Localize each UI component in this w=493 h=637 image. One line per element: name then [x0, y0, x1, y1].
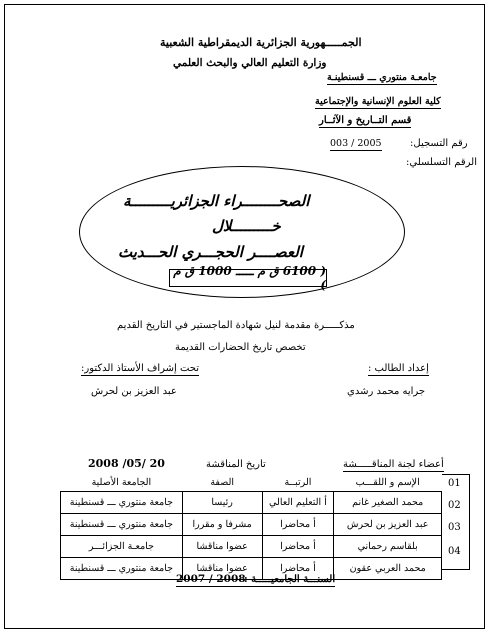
- header-name: الإسم و اللقـــب: [334, 474, 442, 491]
- member-name: عبد العزيز بن لحرش: [334, 513, 442, 535]
- ministry-title: وزارة التعليم العالي والبحث العلمي: [173, 57, 327, 69]
- row-number: 03: [448, 522, 461, 533]
- defense-date-label: تاريخ المناقشة: [206, 459, 266, 470]
- member-name: بلقاسم رحماني: [334, 535, 442, 557]
- jury-table: [60, 474, 442, 580]
- row-number: 01: [448, 478, 461, 489]
- title-line-2: خـــــــــلال: [212, 217, 281, 235]
- member-role: رئيسا: [182, 491, 262, 513]
- academic-year: 2007 / 2008: [176, 573, 246, 585]
- member-role: مشرفا و مقررا: [182, 513, 262, 535]
- thesis-description: مذكـــــرة مقدمة لنيل شهادة الماجستير في التاريخ القديم: [117, 320, 355, 331]
- registration-label: رقم التسجيل:: [410, 138, 468, 149]
- period-range: ( 6100 ق م ـــــ 1000 ق م ): [173, 264, 326, 292]
- title-line-3: العصــــر الحجـــري الحـــديث: [118, 243, 303, 261]
- header-university: الجامعة الأصلية: [61, 474, 183, 491]
- title-line-1: الصحــــــــراء الجزائريـــــــــة: [123, 192, 310, 210]
- student-name: جرايه محمد رشدي: [347, 386, 426, 397]
- member-university: جامعة منتوري ـــ قسنطينة: [61, 491, 183, 513]
- table-row: [61, 513, 442, 535]
- supervisor-label: تحت إشراف الأستاذ الدكتور:: [81, 363, 200, 374]
- thesis-specialty: تخصص تاريخ الحضارات القديمة: [175, 342, 306, 353]
- period-box: [169, 264, 327, 292]
- member-role: عضوا مناقشا: [182, 535, 262, 557]
- member-rank: أ محاضرا: [262, 557, 334, 579]
- member-rank: أ محاضرا: [262, 513, 334, 535]
- header-rank: الرتبــة: [262, 474, 334, 491]
- republic-title: الجمـــــهورية الجزائرية الديمقراطية الشعبية: [160, 36, 362, 49]
- academic-year-label: السنـــة الجامعيـــــة :: [244, 574, 336, 585]
- table-row: [61, 491, 442, 513]
- row-number: 02: [448, 500, 461, 511]
- member-name: محمد العربي عقون: [334, 557, 442, 579]
- serial-number-label: الرقم التسلسلي:: [406, 157, 477, 168]
- faculty-name: كلية العلوم الإنسانية والإجتماعية: [315, 96, 441, 107]
- member-rank: أ محاضرا: [262, 535, 334, 557]
- table-row: [61, 535, 442, 557]
- member-role: عضوا مناقشا: [182, 557, 262, 579]
- department-name: قسم التــاريخ و الآثــار: [319, 115, 412, 126]
- defense-date: 2008 /05/ 20: [88, 457, 165, 470]
- table-header-row: [61, 474, 442, 491]
- university-name: جامعـة منتوري ـــ قسنطينـة: [327, 72, 437, 83]
- supervisor-name: عبد العزيز بن لحرش: [91, 386, 177, 397]
- row-number: 04: [448, 546, 461, 557]
- member-university: جامعة منتوري ـــ قسنطينة: [61, 513, 183, 535]
- header-role: الصفة: [182, 474, 262, 491]
- registration-number: 003 / 2005: [330, 138, 382, 149]
- member-university: جامعة منتوري ـــ قسنطينة: [61, 557, 183, 579]
- member-university: جامعـة الجزائـــر: [61, 535, 183, 557]
- member-rank: أ التعليم العالي: [262, 491, 334, 513]
- member-name: محمد الصغير غانم: [334, 491, 442, 513]
- jury-label: أعضاء لجنة المناقـــــشة: [343, 459, 444, 470]
- student-label: إعداد الطالب :: [368, 363, 429, 374]
